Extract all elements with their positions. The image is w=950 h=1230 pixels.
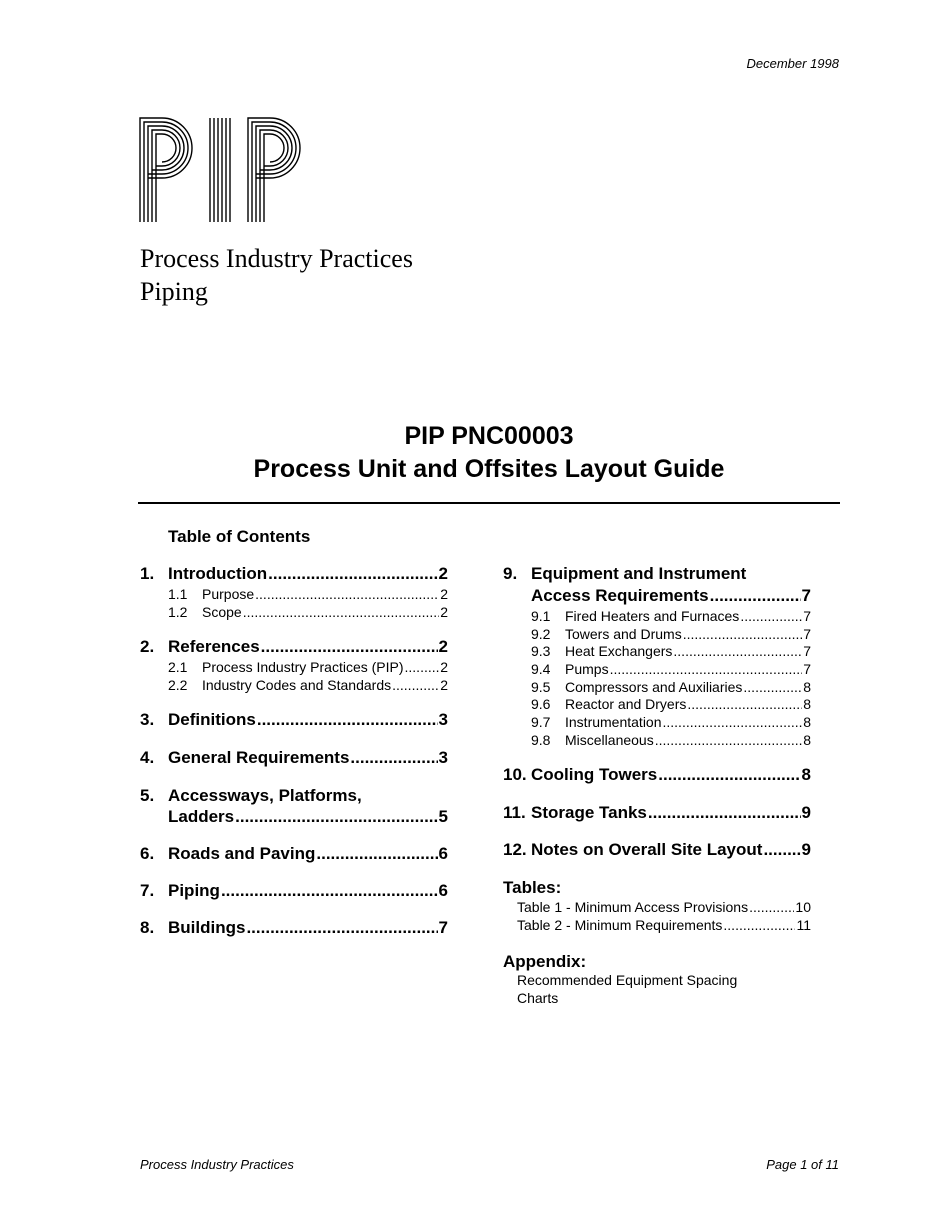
toc-entry-number: 12. [503,840,527,859]
toc-subentry-page: 2 [440,677,448,693]
toc-leader [763,840,800,860]
toc-entry-number: 7. [140,881,155,900]
toc-subentry-9-4[interactable] [531,661,811,679]
toc-subentry-number: 9.4 [531,661,551,677]
toc-entry-3[interactable] [140,710,448,732]
toc-leader [658,765,800,785]
appendix-heading: Appendix: [503,952,587,971]
toc-heading: Table of Contents [168,527,311,546]
toc-entry-page: 9 [801,840,811,859]
toc-subentry-number: 9.8 [531,732,551,748]
toc-leader [261,637,438,657]
tables-heading: Tables: [503,878,562,897]
toc-entry-number: 4. [140,748,155,767]
toc-entry-number: 3. [140,710,155,729]
toc-subentry-page: 7 [803,608,811,624]
toc-subentry-page: 8 [803,696,811,712]
toc-entry-label: Buildings [168,918,246,937]
toc-table-label: Table 2 - Minimum Requirements [517,917,723,933]
toc-leader [221,881,438,901]
organization-name [140,242,413,308]
toc-entry-page: 2 [438,637,448,656]
organization-line-2: Piping [140,277,208,306]
toc-leader [648,803,801,823]
footer-organization: Process Industry Practices [140,1157,294,1172]
toc-leader [255,586,439,602]
toc-subentry-label: Fired Heaters and Furnaces [565,608,740,624]
document-code: PIP PNC00003 [404,422,574,450]
toc-entry-label: General Requirements [168,748,350,767]
toc-leader [687,696,802,712]
toc-entry-label: Cooling Towers [531,765,658,784]
toc-subentry-number: 9.2 [531,626,551,642]
toc-table-2[interactable] [517,917,811,935]
toc-subentry-9-5[interactable] [531,679,811,697]
toc-entry-page: 7 [438,918,448,937]
toc-entry-page: 9 [801,803,811,822]
toc-entry-12[interactable] [503,840,811,862]
toc-subentry-number: 9.7 [531,714,551,730]
toc-leader [723,917,795,933]
toc-leader [683,626,803,642]
toc-entry-2[interactable] [140,637,448,659]
toc-subentry-9-1[interactable] [531,608,811,626]
toc-entry-6[interactable] [140,844,448,866]
toc-entry-page: 3 [438,710,448,729]
toc-table-1[interactable] [517,899,811,917]
toc-subentry-9-8[interactable] [531,732,811,750]
toc-entry-page: 7 [801,586,811,605]
toc-subentry-page: 2 [440,604,448,620]
toc-entry-label: Notes on Overall Site Layout [531,840,763,859]
document-name: Process Unit and Offsites Layout Guide [253,455,725,483]
toc-leader [268,564,437,584]
toc-leader [350,748,437,768]
toc-subentry-label: Miscellaneous [565,732,654,748]
toc-leader [246,918,437,938]
toc-entry-label-line-1: Accessways, Platforms, [168,786,362,805]
toc-entry-number: 10. [503,765,527,784]
document-date: December 1998 [746,56,839,71]
toc-entry-4[interactable] [140,748,448,770]
toc-subentry-label: Pumps [565,661,609,677]
toc-subentry-number: 9.6 [531,696,551,712]
toc-entry-11[interactable] [503,803,811,825]
toc-leader [663,714,803,730]
toc-subentry-number: 9.5 [531,679,551,695]
toc-leader [392,677,439,693]
toc-leader [743,679,802,695]
toc-leader [316,844,437,864]
toc-entry-9[interactable] [531,586,811,608]
toc-entry-5[interactable] [168,807,448,829]
toc-entry-label: Definitions [168,710,256,729]
toc-entry-number: 11. [503,803,526,822]
toc-table-label: Table 1 - Minimum Access Provisions [517,899,749,915]
toc-subentry-number: 2.2 [168,677,188,693]
toc-leader [243,604,440,620]
toc-subentry-label: Heat Exchangers [565,643,673,659]
toc-subentry-number: 2.1 [168,659,188,675]
toc-leader [235,807,437,827]
toc-entry-page: 6 [438,881,448,900]
toc-subentry-number: 1.2 [168,604,188,620]
toc-subentry-label: Towers and Drums [565,626,682,642]
toc-entry-number: 8. [140,918,155,937]
toc-entry-label: Roads and Paving [168,844,316,863]
footer-page-number: Page 1 of 11 [766,1157,839,1172]
organization-line-1: Process Industry Practices [140,244,413,273]
toc-entry-7[interactable] [140,881,448,903]
toc-subentry-page: 2 [440,586,448,602]
toc-entry-label: Introduction [168,564,268,583]
toc-subentry-page: 7 [803,626,811,642]
toc-entry-number: 9. [503,564,518,583]
toc-table-page: 11 [796,917,811,933]
toc-entry-number: 5. [140,786,155,805]
toc-entry-label: Ladders [168,807,235,826]
toc-entry-page: 5 [438,807,448,826]
toc-entry-label: References [168,637,260,656]
toc-subentry-9-3[interactable] [531,643,811,661]
toc-leader [710,586,801,606]
toc-subentry-9-2[interactable] [531,626,811,644]
toc-entry-label: Piping [168,881,220,900]
toc-entry-number: 2. [140,637,155,656]
toc-subentry-label: Instrumentation [565,714,662,730]
toc-subentry-number: 1.1 [168,586,188,602]
toc-subentry-label: Purpose [202,586,255,602]
toc-subentry-number: 9.3 [531,643,551,659]
title-divider [138,502,840,504]
toc-entry-page: 3 [438,748,448,767]
toc-leader [257,710,438,730]
toc-leader [610,661,803,677]
toc-leader [749,899,794,915]
toc-subentry-label: Industry Codes and Standards [202,677,392,693]
toc-subentry-page: 7 [803,661,811,677]
toc-subentry-9-7[interactable] [531,714,811,732]
toc-entry-5-first-line [140,786,362,806]
toc-leader [655,732,802,748]
document-title [0,420,950,486]
toc-subentry-page: 8 [803,714,811,730]
toc-leader [740,608,802,624]
toc-entry-10[interactable] [503,765,811,787]
toc-subentry-page: 7 [803,643,811,659]
toc-subentry-2-2[interactable] [168,677,448,695]
toc-entry-label: Storage Tanks [531,803,647,822]
toc-entry-page: 6 [438,844,448,863]
toc-subentry-1-2[interactable] [168,604,448,622]
toc-subentry-label: Scope [202,604,242,620]
toc-entry-page: 2 [438,564,448,583]
toc-subentry-page: 8 [803,679,811,695]
toc-entry-9-first-line [503,564,746,584]
toc-entry-page: 8 [801,765,811,784]
toc-entry-number: 1. [140,564,155,583]
pip-logo [138,116,308,224]
toc-table-page: 10 [795,899,811,915]
toc-entry-label: Access Requirements [531,586,709,605]
toc-subentry-number: 9.1 [531,608,551,624]
toc-subentry-label: Process Industry Practices (PIP) [202,659,404,675]
toc-subentry-label: Compressors and Auxiliaries [565,679,743,695]
appendix-entry-line-2[interactable]: Charts [517,990,559,1006]
toc-subentry-9-6[interactable] [531,696,811,714]
toc-leader [405,659,440,675]
toc-subentry-page: 2 [440,659,448,675]
toc-entry-number: 6. [140,844,155,863]
toc-subentry-2-1[interactable] [168,659,448,677]
toc-leader [673,643,802,659]
toc-entry-label-line-1: Equipment and Instrument [531,564,747,583]
toc-subentry-page: 8 [803,732,811,748]
toc-subentry-1-1[interactable] [168,586,448,604]
toc-subentry-label: Reactor and Dryers [565,696,687,712]
toc-entry-1[interactable] [140,564,448,586]
toc-entry-8[interactable] [140,918,448,940]
appendix-entry-line-1[interactable]: Recommended Equipment Spacing [517,972,738,988]
